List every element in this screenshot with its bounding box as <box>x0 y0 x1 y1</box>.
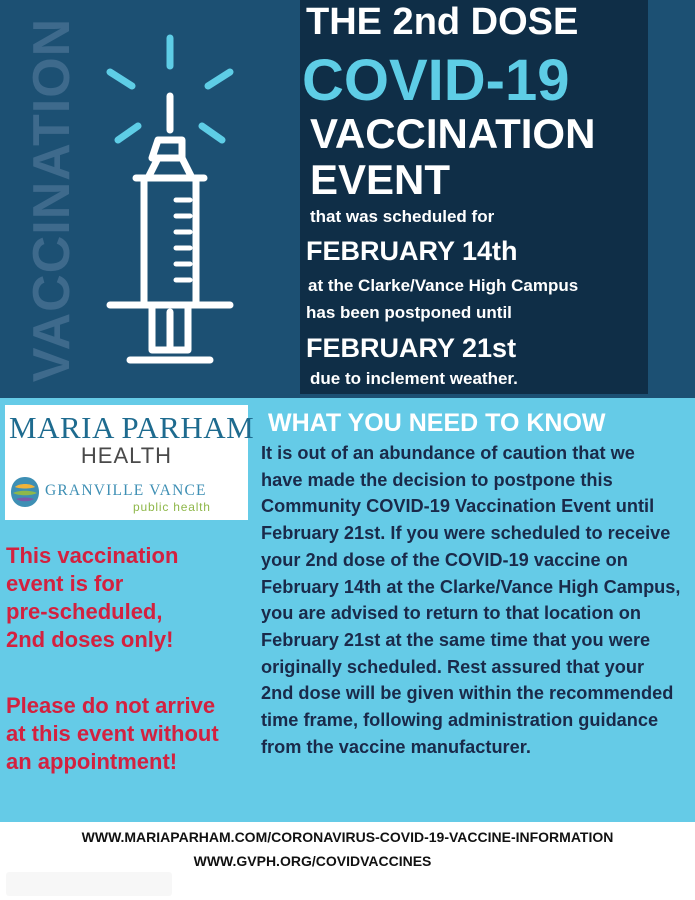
maria-parham-logo-text: MARIA PARHAM <box>9 410 255 445</box>
info-body: It is out of an abundance of caution that we have made the decision to postpone this Community COVID-19 Vaccination Event until February 21st. If you were scheduled to receive your 2nd dose of the COVID-19 vaccine on February 14th at the Clarke/Vance High Campus, you are advised to return to that location on February 21st at the same time that you were originally scheduled. Rest assured that your 2nd dose will be given within the recommended time frame, following administration guidance from the vaccine manufacturer. <box>261 443 681 757</box>
granville-vance-subtitle: public health <box>133 500 211 514</box>
notice-line: pre-scheduled, <box>6 599 163 624</box>
scheduled-text: that was scheduled for <box>310 207 495 226</box>
notice-line: This vaccination <box>6 543 179 568</box>
event-heading: EVENT <box>310 156 451 203</box>
covid-heading: COVID-19 <box>302 48 570 113</box>
original-date: FEBRUARY 14th <box>306 236 518 266</box>
maria-parham-health-text: HEALTH <box>80 443 173 468</box>
gvph-url[interactable]: WWW.GVPH.ORG/COVIDVACCINES <box>193 853 432 869</box>
scheduled-only-notice <box>6 542 256 654</box>
top-banner <box>0 0 695 398</box>
maria-parham-url[interactable]: WWW.MARIAPARHAM.COM/CORONAVIRUS-COVID-19-VACCINE-INFORMATION <box>81 829 614 845</box>
notice-line: at this event without <box>6 721 219 746</box>
notice-line: Please do not arrive <box>6 693 216 718</box>
notice-line: event is for <box>6 571 124 596</box>
granville-vance-logo-icon <box>9 475 41 509</box>
partner-logos <box>5 405 255 520</box>
syringe-icon <box>90 30 250 370</box>
notice-line: 2nd doses only! <box>6 627 174 652</box>
new-date: FEBRUARY 21st <box>306 333 517 363</box>
postponed-text: has been postponed until <box>306 303 512 322</box>
vaccination-heading: VACCINATION <box>310 110 596 157</box>
reason-text: due to inclement weather. <box>310 369 518 388</box>
location-text: at the Clarke/Vance High Campus <box>308 276 579 295</box>
headline-box <box>300 0 648 394</box>
vertical-vaccination-word: VACCINATION <box>23 17 81 383</box>
appointment-notice <box>6 692 256 776</box>
info-title: WHAT YOU NEED TO KNOW <box>268 409 606 437</box>
dose-heading: THE 2nd DOSE <box>306 1 579 43</box>
notice-line: an appointment! <box>6 749 178 774</box>
watermark-badge <box>6 872 172 896</box>
granville-vance-name: GRANVILLE VANCE <box>45 482 207 499</box>
